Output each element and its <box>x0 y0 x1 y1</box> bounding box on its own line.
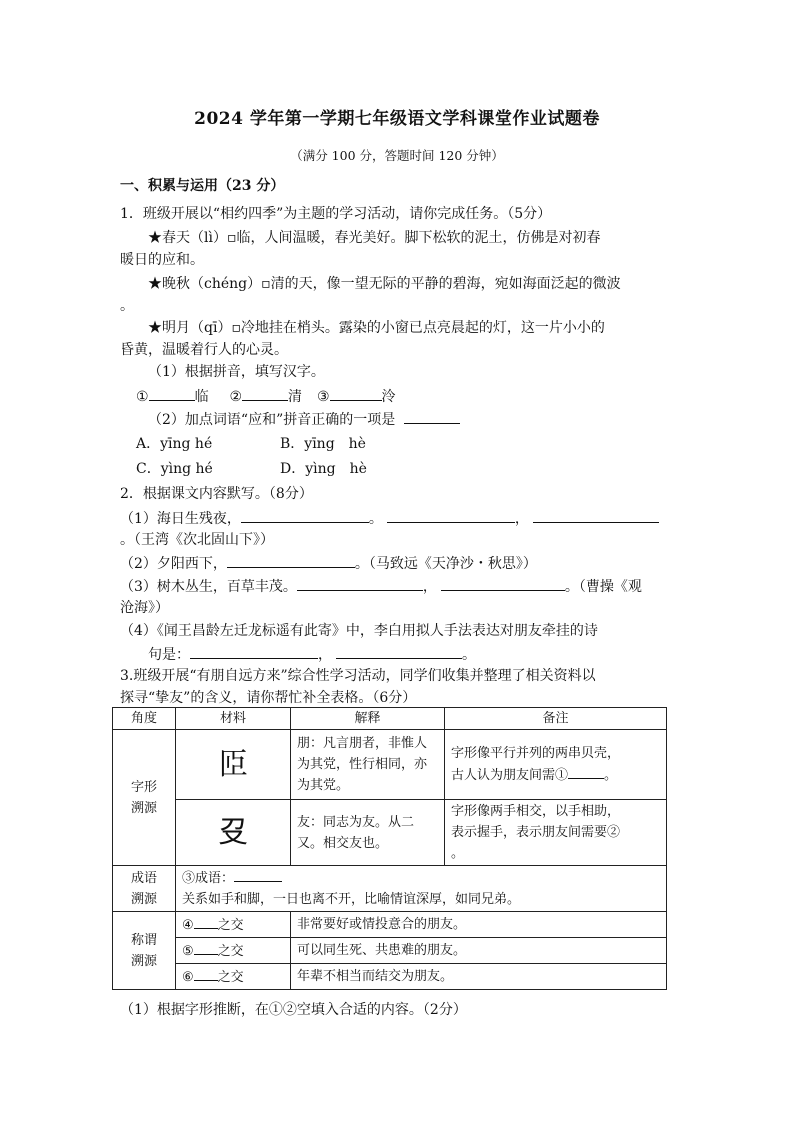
option-a[interactable]: A．yīng hé <box>136 436 213 452</box>
fill-3-label: ③ <box>316 389 330 405</box>
q1-stem: 1．班级开展以“相约四季”为主题的学习活动，请你完成任务。（5分） <box>120 206 552 222</box>
chengwei-term-6: ⑥ 之交 <box>176 964 291 990</box>
q3-stem-b: 探寻“挚友”的含义，请你帮忙补全表格。（6分） <box>120 690 417 706</box>
chengwei-term-4: ④ 之交 <box>176 912 291 938</box>
q2-line-4b: 句是： ， 。 <box>148 644 476 665</box>
q1-fill-row <box>136 386 396 407</box>
table-row <box>113 866 667 912</box>
table-row <box>113 938 667 964</box>
peng-note: 字形像平行并列的两串贝壳， 古人认为朋友间需① 。 <box>445 730 667 800</box>
header-explanation: 解释 <box>291 708 445 730</box>
q2-blank-7[interactable] <box>190 644 318 659</box>
option-d[interactable]: D．yìng hè <box>280 461 367 477</box>
q2-blank-1[interactable] <box>241 508 369 523</box>
chengyu-label: 成语 溯源 <box>113 866 176 912</box>
q2-line-1: （1）海日生残夜， 。 ， <box>120 508 659 529</box>
chengwei-desc-4: 非常要好或情投意合的朋友。 <box>291 912 667 938</box>
page-title: 2024 学年第一学期七年级语文学科课堂作业试题卷 <box>194 109 600 129</box>
q2-stem: 2．根据课文内容默写。（8分） <box>120 486 313 502</box>
header-angle: 角度 <box>113 708 176 730</box>
header-note: 备注 <box>445 708 667 730</box>
fill-1-char: 临 <box>194 389 209 405</box>
table-row <box>113 800 667 866</box>
q3-sub1: （1）根据字形推断，在①②空填入合适的内容。（2分） <box>120 1002 467 1018</box>
q1-spring-line-a: ★春天（lì）▫临，人间温暖，春光美好。脚下松软的泥土，仿佛是对初春 <box>148 230 601 246</box>
table-blank-1[interactable] <box>568 764 604 779</box>
q2-blank-6[interactable] <box>441 576 565 591</box>
q3-table <box>112 707 667 990</box>
fill-2-label: ② <box>229 389 243 405</box>
q2-blank-5[interactable] <box>297 576 423 591</box>
q1-sub2-blank[interactable] <box>404 409 460 424</box>
table-row <box>113 964 667 990</box>
table-blank-4[interactable] <box>194 914 218 929</box>
table-blank-5[interactable] <box>194 940 218 955</box>
fill-3-blank[interactable] <box>330 386 382 401</box>
table-row <box>113 730 667 800</box>
peng-explanation: 朋：凡言朋者，非惟人为其党，性行相同，亦为其党。 <box>291 730 445 800</box>
zixing-label: 字形 溯源 <box>113 730 176 866</box>
fill-2-char: 清 <box>288 389 303 405</box>
option-b[interactable]: B．yīng hè <box>280 436 366 452</box>
peng-ancient-glyph: 𦣝 <box>176 730 291 800</box>
q1-autumn-line-b: 。 <box>120 298 134 314</box>
you-explanation: 友：同志为友。从二又。相交友也。 <box>291 800 445 866</box>
you-ancient-glyph: 𠬛 <box>176 800 291 866</box>
chengwei-desc-5: 可以同生死、共患难的朋友。 <box>291 938 667 964</box>
section-heading: 一、积累与运用（23 分） <box>120 178 285 194</box>
q2-line-3: （3）树木丛生，百草丰茂。 ， 。（曹操《观 <box>120 576 642 597</box>
q1-spring-line-b: 暖日的应和。 <box>120 252 204 268</box>
option-c[interactable]: C．yìng hé <box>136 461 213 477</box>
q1-sub2: （2）加点词语“应和”拼音正确的一项是 <box>148 409 460 430</box>
q2-blank-2[interactable] <box>387 508 515 523</box>
q1-moon-line-b: 昏黄，温暖着行人的心灵。 <box>120 342 288 358</box>
fill-2-blank[interactable] <box>242 386 288 401</box>
table-blank-3[interactable] <box>234 867 282 882</box>
q1-sub1: （1）根据拼音，填写汉字。 <box>148 364 325 380</box>
q2-blank-3[interactable] <box>533 508 659 523</box>
page-subtitle: （满分 100 分，答题时间 120 分钟） <box>290 148 504 163</box>
q1-autumn-line-a: ★晚秋（chéng）▫清的天，像一望无际的平静的碧海，宛如海面泛起的微波 <box>148 276 621 292</box>
you-note: 字形像两手相交，以手相助， 表示握手，表示朋友间需要② 。 <box>445 800 667 866</box>
table-blank-6[interactable] <box>194 966 218 981</box>
chengwei-desc-6: 年辈不相当而结交为朋友。 <box>291 964 667 990</box>
fill-1-blank[interactable] <box>149 386 195 401</box>
fill-3-char: 泠 <box>381 389 396 405</box>
q1-moon-line-a: ★明月（qī）▫冷地挂在梢头。露染的小窗已点亮晨起的灯，这一片小小的 <box>148 320 605 336</box>
chengwei-label: 称谓 溯源 <box>113 912 176 990</box>
q2-line-2: （2）夕阳西下， 。（马致远《天净沙・秋思》） <box>120 553 537 574</box>
q2-blank-8[interactable] <box>336 644 462 659</box>
q2-line-1-source: 。（王湾《次北固山下》） <box>120 532 274 548</box>
q2-line-3-source: 沧海》） <box>120 600 169 616</box>
fill-1-label: ① <box>136 389 149 405</box>
chengyu-content: ③成语： 关系如手和脚，一日也离不开，比喻情谊深厚，如同兄弟。 <box>176 866 667 912</box>
q2-blank-4[interactable] <box>227 553 355 568</box>
table-row <box>113 912 667 938</box>
q2-line-4: （4）《闻王昌龄左迁龙标遥有此寄》中，李白用拟人手法表达对朋友牵挂的诗 <box>120 623 598 639</box>
header-material: 材料 <box>176 708 291 730</box>
q3-stem-a: 3.班级开展“有朋自远方来”综合性学习活动，同学们收集并整理了相关资料以 <box>120 668 596 684</box>
table-header-row <box>113 708 667 730</box>
chengwei-term-5: ⑤ 之交 <box>176 938 291 964</box>
